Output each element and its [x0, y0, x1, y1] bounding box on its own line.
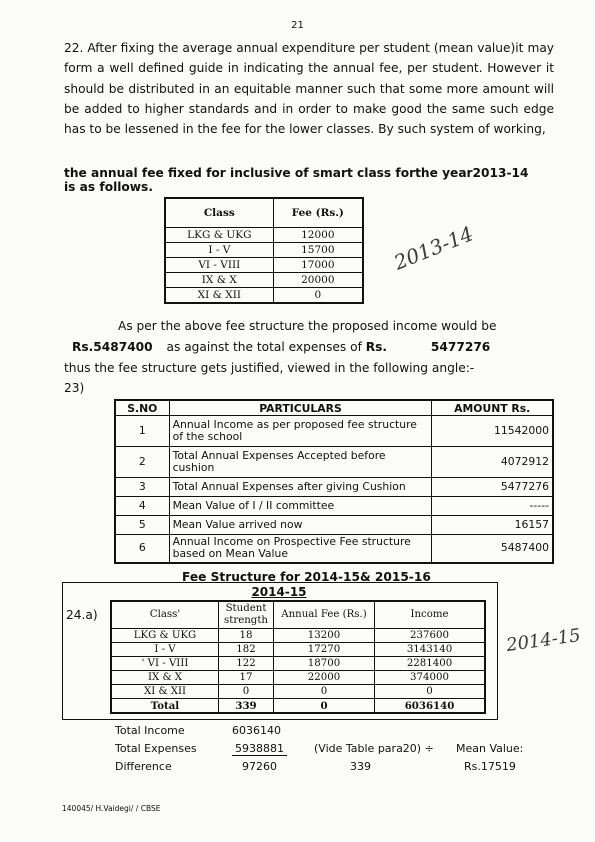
proposed-mid: as against the total expenses of — [166, 340, 362, 354]
cell: 13200 — [274, 629, 375, 643]
cell: 20000 — [273, 273, 363, 288]
summary-divisor: 339 — [350, 760, 371, 773]
table-row — [115, 447, 553, 478]
cell: 122 — [219, 657, 274, 671]
cell: 374000 — [375, 671, 486, 685]
cell: 0 — [375, 685, 486, 699]
table-row — [111, 657, 485, 671]
cell: XI & XII — [111, 685, 219, 699]
cell: Total Annual Expenses after giving Cushion — [169, 478, 432, 497]
summary-vide: (Vide Table para20) ÷ — [314, 742, 434, 755]
table-row — [165, 258, 363, 273]
fee-table-header-class: Class — [165, 198, 273, 228]
cell: 18 — [219, 629, 274, 643]
summary-expenses-label: Total Expenses — [115, 742, 197, 755]
handwritten-year-2014-15: 2014-15 — [504, 624, 582, 657]
cell: VI - VIII — [165, 258, 273, 273]
cell: 0 — [273, 288, 363, 304]
header-sno: S.NO — [115, 400, 169, 416]
fee-table-2013-14 — [164, 197, 364, 304]
paragraph-22-bold: the annual fee fixed for inclusive of smart class forthe year2013-14 is as follows. — [64, 166, 529, 194]
table-row — [115, 535, 553, 563]
summary-diff: 97260 — [242, 760, 277, 773]
header-amount: AMOUNT Rs. — [432, 400, 553, 416]
cell: IX & X — [165, 273, 273, 288]
cell: 0 — [274, 699, 375, 714]
cell: 11542000 — [432, 416, 553, 447]
para-23-label: 23) — [64, 381, 85, 395]
table-row — [111, 685, 485, 699]
table-row — [115, 416, 553, 447]
header-annual-fee: Annual Fee (Rs.) — [274, 601, 375, 629]
handwritten-year-2013-14: 2013-14 — [390, 221, 477, 275]
cell: 16157 — [432, 516, 553, 535]
cell: 237600 — [375, 629, 486, 643]
table-row — [111, 629, 485, 643]
cell: 6 — [115, 535, 169, 563]
cell: 18700 — [274, 657, 375, 671]
table-row — [165, 273, 363, 288]
summary-mean-label: Mean Value: — [456, 742, 524, 755]
cell: 5477276 — [432, 478, 553, 497]
cell: I - V — [111, 643, 219, 657]
cell: 4072912 — [432, 447, 553, 478]
particulars-table — [114, 399, 554, 564]
cell: ' VI - VIII — [111, 657, 219, 671]
cell: 2281400 — [375, 657, 486, 671]
cell: 1 — [115, 416, 169, 447]
table-row — [115, 478, 553, 497]
cell: 4 — [115, 497, 169, 516]
summary-income-label: Total Income — [115, 724, 185, 737]
cell: LKG & UKG — [165, 228, 273, 243]
table-total-row — [111, 699, 485, 714]
cell: 2 — [115, 447, 169, 478]
cell: 12000 — [273, 228, 363, 243]
table-row — [165, 228, 363, 243]
proposed-rs: Rs. — [365, 340, 388, 354]
table-row — [111, 671, 485, 685]
cell: 17000 — [273, 258, 363, 273]
cell: XI & XII — [165, 288, 273, 304]
cell: I - V — [165, 243, 273, 258]
cell: 3143140 — [375, 643, 486, 657]
cell: Mean Value of I / II committee — [169, 497, 432, 516]
proposed-line-1: As per the above fee structure the proposed income would be — [118, 319, 497, 333]
table-row — [115, 497, 553, 516]
cell: 17 — [219, 671, 274, 685]
paragraph-22: 22. After fixing the average annual expenditure per student (mean value)it may form a well defined guide in indicating the annual fee, per student. However it should be distributed in an equitable manner such that some more amount will be added to higher standards and in order to make good the same such edge has to be lessened in the fee for the lower classes. By such system of working, — [64, 41, 554, 137]
proposed-income: Rs.5487400 — [72, 340, 153, 354]
cell: 5487400 — [432, 535, 553, 563]
cell: 15700 — [273, 243, 363, 258]
proposed-line-2 — [72, 340, 490, 354]
header-income: Income — [375, 601, 486, 629]
cell: IX & X — [111, 671, 219, 685]
summary-diff-label: Difference — [115, 760, 172, 773]
cell: Total Annual Expenses Accepted before cushion — [169, 447, 432, 478]
fee-table-header-fee: Fee (Rs.) — [273, 198, 363, 228]
proposed-line-3: thus the fee structure gets justified, viewed in the following angle:- — [64, 361, 475, 375]
cell: 0 — [274, 685, 375, 699]
cell: 3 — [115, 478, 169, 497]
cell: LKG & UKG — [111, 629, 219, 643]
cell: Total — [111, 699, 219, 714]
table-row — [165, 288, 363, 304]
fee-structure-title: Fee Structure for 2014-15& 2015-16 — [182, 570, 431, 584]
table-row — [165, 243, 363, 258]
summary-expenses: 5938881 — [232, 742, 287, 756]
header-class: Class' — [111, 601, 219, 629]
cell: 182 — [219, 643, 274, 657]
header-particulars: PARTICULARS — [169, 400, 432, 416]
footer-note: 140045/ H.Vaidegi/ / CBSE — [62, 804, 161, 813]
cell: Mean Value arrived now — [169, 516, 432, 535]
summary-mean: Rs.17519 — [464, 760, 516, 773]
fee-structure-table — [110, 600, 486, 714]
para-24a-label: 24.a) — [66, 608, 98, 622]
table-row — [115, 516, 553, 535]
cell: Annual Income as per proposed fee structure of the school — [169, 416, 432, 447]
fee-structure-year: 2014-15 — [251, 585, 307, 599]
cell: 339 — [219, 699, 274, 714]
cell: 0 — [219, 685, 274, 699]
cell: Annual Income on Prospective Fee structure based on Mean Value — [169, 535, 432, 563]
cell: 17270 — [274, 643, 375, 657]
page-number: 21 — [291, 20, 304, 31]
table-row — [111, 643, 485, 657]
proposed-expenses: 5477276 — [430, 340, 491, 354]
cell: 22000 — [274, 671, 375, 685]
cell: 6036140 — [375, 699, 486, 714]
cell: 5 — [115, 516, 169, 535]
header-strength: Student strength — [219, 601, 274, 629]
summary-income: 6036140 — [232, 724, 281, 737]
cell: ----- — [432, 497, 553, 516]
